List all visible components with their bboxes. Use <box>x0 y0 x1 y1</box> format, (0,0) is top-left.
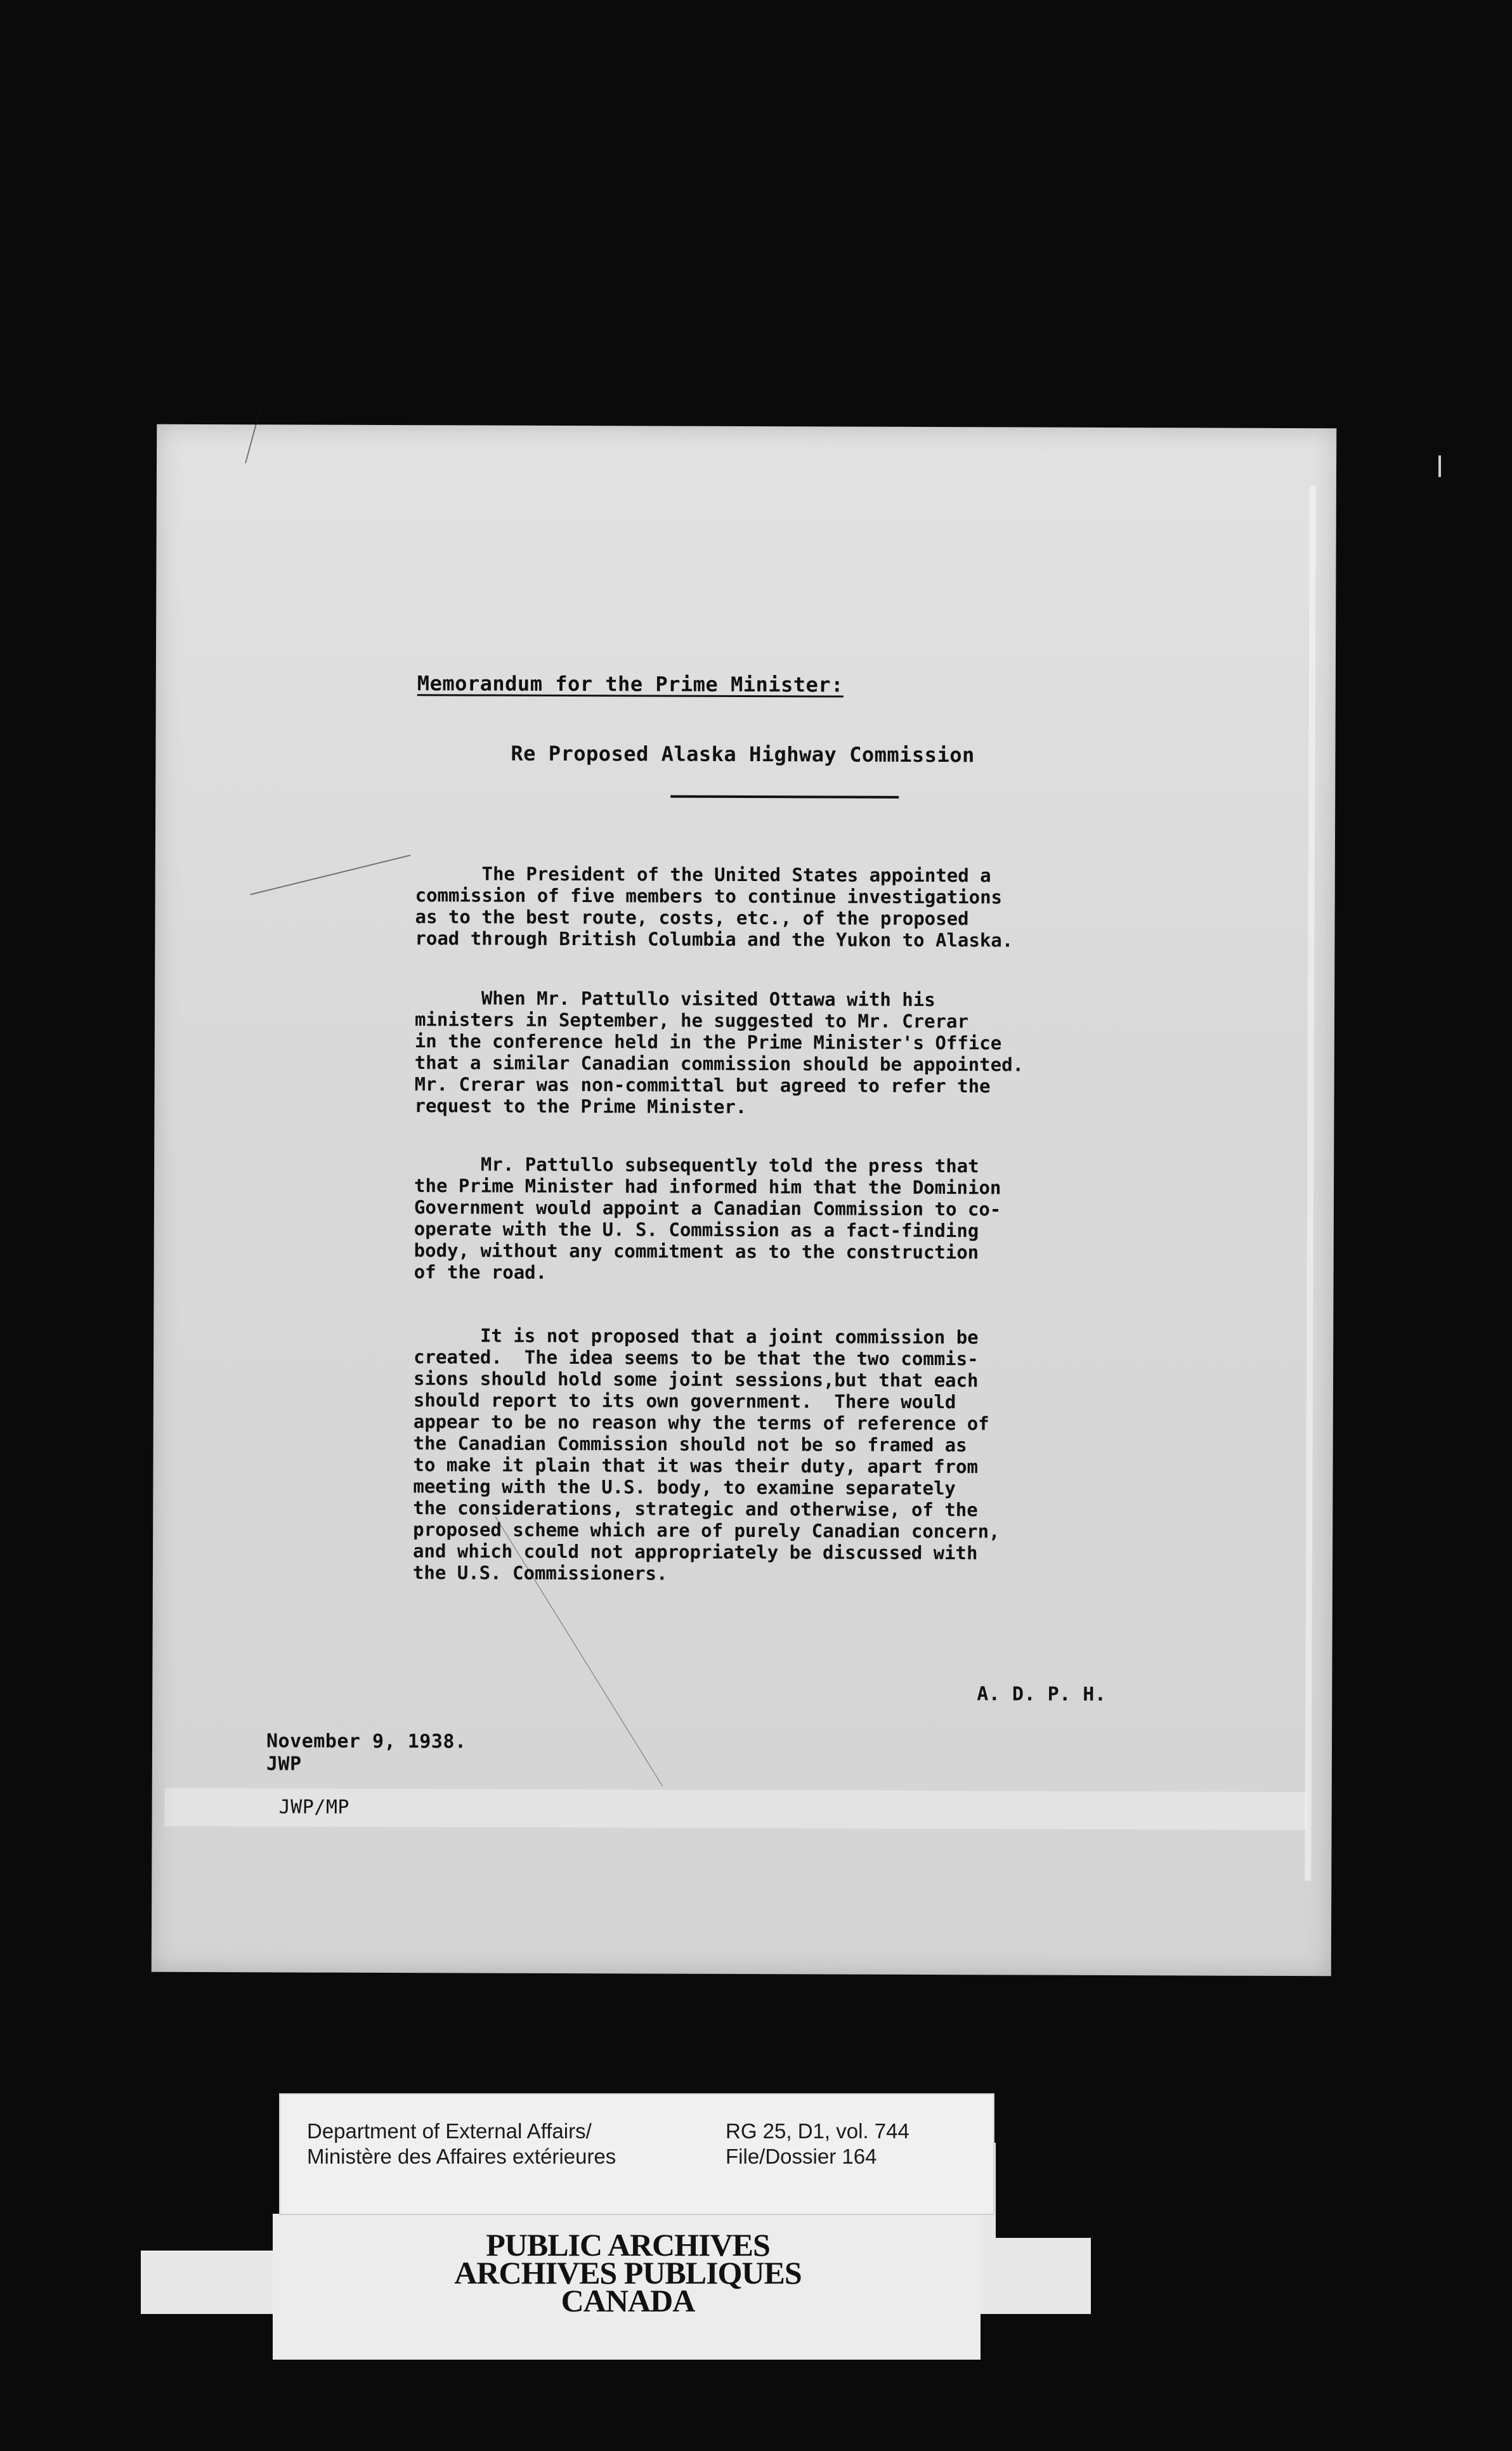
sheet-edge-highlight <box>1305 485 1316 1881</box>
memo-paragraph-4: It is not proposed that a joint commission be created. The idea seems to be that the two commis- sions should hold some joint sessions,but that each should report to its own government. There would appear to be no reason why the terms of reference of the Canadian Commission should not be so framed as to make it plain that it was their duty, apart from meeting with the U.S. body, to examine separately the considerations, strategic and otherwise, of the proposed scheme which are of purely Canadian concern, and which could not appropriately be discussed with the U.S. Commissioners. <box>412 1324 1000 1585</box>
memo-subject: Re Proposed Alaska Highway Commission <box>511 741 975 768</box>
label-department-en: Department of External Affairs/ <box>307 2119 592 2143</box>
stamp-canada: CANADA <box>561 2283 695 2318</box>
label-notch-left <box>141 2143 279 2251</box>
memo-paragraph-3: Mr. Pattullo subsequently told the press that the Prime Minister had informed him that the Dominion Government would appoint a Canadian Commission to co- operate with the U. S. Commission as a fact-finding body, without any commitment as to the construction of the road. <box>414 1153 1001 1283</box>
memo-sheet <box>152 424 1337 1976</box>
stamp-public-archives: PUBLIC ARCHIVES <box>486 2227 770 2263</box>
film-scratch <box>250 854 410 895</box>
label-notch-right <box>996 2143 1091 2238</box>
film-mark <box>1438 455 1441 477</box>
memo-paragraph-1: The President of the United States appointed a commission of five members to continue investigations as to the best route, costs, etc., of the proposed road through British Columbia and the Yukon to Alaska. <box>415 863 1013 951</box>
memo-reference-initials: JWP/MP <box>278 1796 350 1819</box>
subject-underline <box>670 795 899 799</box>
memo-date: November 9, 1938. <box>266 1730 467 1753</box>
film-scratch <box>245 408 261 463</box>
label-department-fr: Ministère des Affaires extérieures <box>307 2145 616 2168</box>
memo-title: Memorandum for the Prime Minister: <box>417 671 844 697</box>
memo-typed-initials: JWP <box>266 1753 302 1775</box>
label-file-number: File/Dossier 164 <box>726 2145 877 2168</box>
stamp-archives-publiques: ARCHIVES PUBLIQUES <box>454 2255 802 2291</box>
label-record-group: RG 25, D1, vol. 744 <box>726 2119 909 2143</box>
memo-paragraph-2: When Mr. Pattullo visited Ottawa with his ministers in September, he suggested to Mr. Crerar in the conference held in the Prime Minister's Office that a similar Canadian commission should be appointed. Mr. Crerar was non-committal but agreed to refer the request to the Prime Minister. <box>414 987 1024 1118</box>
memo-signature: A. D. P. H. <box>977 1683 1107 1706</box>
